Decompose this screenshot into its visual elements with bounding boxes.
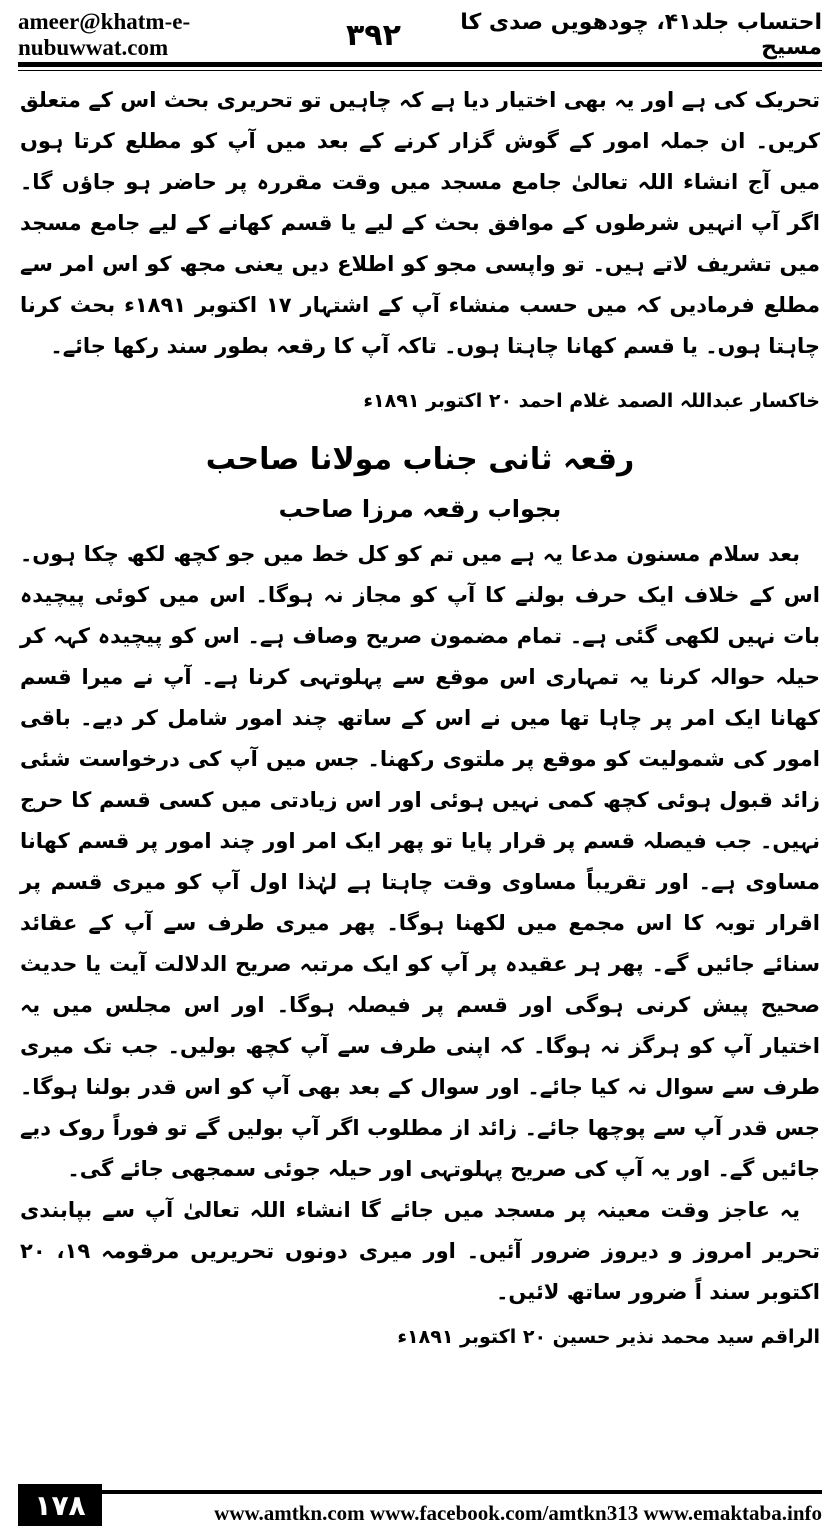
footer-rule xyxy=(102,1490,822,1494)
header-book-title: احتساب جلد۴۱، چودھویں صدی کا مسیح xyxy=(460,10,822,60)
footer-page-number: ۱۷۸ xyxy=(18,1484,102,1526)
header-left xyxy=(18,9,401,61)
page-header xyxy=(18,9,822,60)
paragraph-1: تحریک کی ہے اور یہ بھی اختیار دیا ہے کہ چاہیں تو تحریری بحث اس کے متعلق کریں۔ ان جملہ امور کے گوش گزار کرنے کے بعد میں آپ کو مطلع کرتا ہوں میں آج انشاء اللہ تعالیٰ جامع مسجد میں وقت مقررہ پر حاضر ہو جاؤں گا۔ اگر آپ انہیں شرطوں کے موافق بحث کے لیے یا قسم کھانے کے لیے جامع مسجد میں تشریف لاتے ہیں۔ تو واپسی مجو کو اطلاع دیں یعنی مجھ کو اس امر سے مطلع فرمادیں کہ میں حسب منشاء آپ کے اشتہار ۱۷ اکتوبر ۱۸۹۱ء بحث کرنا چاہتا ہوں۔ یا قسم کھانا چاہتا ہوں۔ تاکہ آپ کا رقعہ بطور سند رکھا جائے۔ xyxy=(20,88,821,358)
paragraph-2: بعد سلام مسنون مدعا یہ ہے میں تم کو کل خط میں جو کچھ لکھ چکا ہوں۔ اس کے خلاف ایک حرف بولنے کا آپ کو مجاز نہ ہوگا۔ اس میں کوئی پیچیدہ بات نہیں لکھی گئی ہے۔ تمام مضمون صریح وصاف ہے۔ اس کو پیچیدہ کہہ کر حیلہ حوالہ کرنا یہ تمہاری اس موقع سے پہلوتہی کرنا ہے۔ آپ نے میرا قسم کھانا ایک امر پر چاہا تھا میں نے اس کے ساتھ چند امور شامل کر دیے۔ باقی امور کی شمولیت کو موقع پر ملتوی رکھنا۔ جس میں آپ کی درخواست شئی زائد قبول ہوئی کچھ کمی نہیں ہوئی اور اس زیادتی میں کسی قسم کا حرج نہیں۔ جب فیصلہ قسم پر قرار پایا تو پھر ایک امر اور چند امور پر قسم کھانا مساوی ہے۔ اور تقریباً مساوی وقت چاہتا ہے لہٰذا اول آپ کو میری قسم پر اقرار توبہ کا اس مجمع میں لکھنا ہوگا۔ پھر میری طرف سے آپ کے عقائد سنائے جائیں گے۔ پھر ہر عقیدہ پر آپ کو ایک مرتبہ صریح الدلالت آیت یا حدیث صحیح پیش کرنی ہوگی اور قسم پر فیصلہ ہوگا۔ اور اس مجلس میں یہ اختیار آپ کو ہرگز نہ ہوگا۔ کہ اپنی طرف سے آپ کچھ بولیں۔ جب تک میری طرف سے سوال نہ کیا جائے۔ اور سوال کے بعد بھی آپ کو اس قدر بولنا ہوگا۔ جس قدر آپ سے پوچھا جائے۔ زائد از مطلوب اگر آپ بولیں گے تو فوراً روک دیے جائیں گے۔ اور یہ آپ کی صریح پہلوتہی اور حیلہ جوئی سمجھی جائے گی۔ xyxy=(20,542,820,1181)
page-body xyxy=(20,80,820,1470)
signature-2: الراقم سید محمد نذیر حسین ۲۰ اکتوبر ۱۸۹۱ء xyxy=(397,1326,820,1348)
footer-link-area xyxy=(102,1484,822,1526)
header-rule-thin xyxy=(18,70,822,71)
header-page-number: ۳۹۲ xyxy=(345,17,401,53)
section-heading: رقعہ ثانی جناب مولانا صاحب xyxy=(205,442,635,477)
paragraph-3: یہ عاجز وقت معینہ پر مسجد میں جائے گا انشاء اللہ تعالیٰ آپ سے بپابندی تحریر امروز و دیروز ضرور آئیں۔ اور میری دونوں تحریریں مرقومہ ۱۹، ۲۰ اکتوبر سند اً ضرور ساتھ لائیں۔ xyxy=(20,1198,820,1304)
section-subheading: بجواب رقعہ مرزا صاحب xyxy=(278,495,562,523)
footer-links: www.amtkn.com www.facebook.com/amtkn313 www.emaktaba.info xyxy=(214,1501,822,1525)
header-rule-thick xyxy=(18,62,822,67)
signature-1: خاکسار عبداللہ الصمد غلام احمد ۲۰ اکتوبر ۱۸۹۱ء xyxy=(363,390,820,412)
page-footer xyxy=(18,1484,822,1526)
header-email: ameer@khatm-e-nubuwwat.com xyxy=(18,9,191,60)
